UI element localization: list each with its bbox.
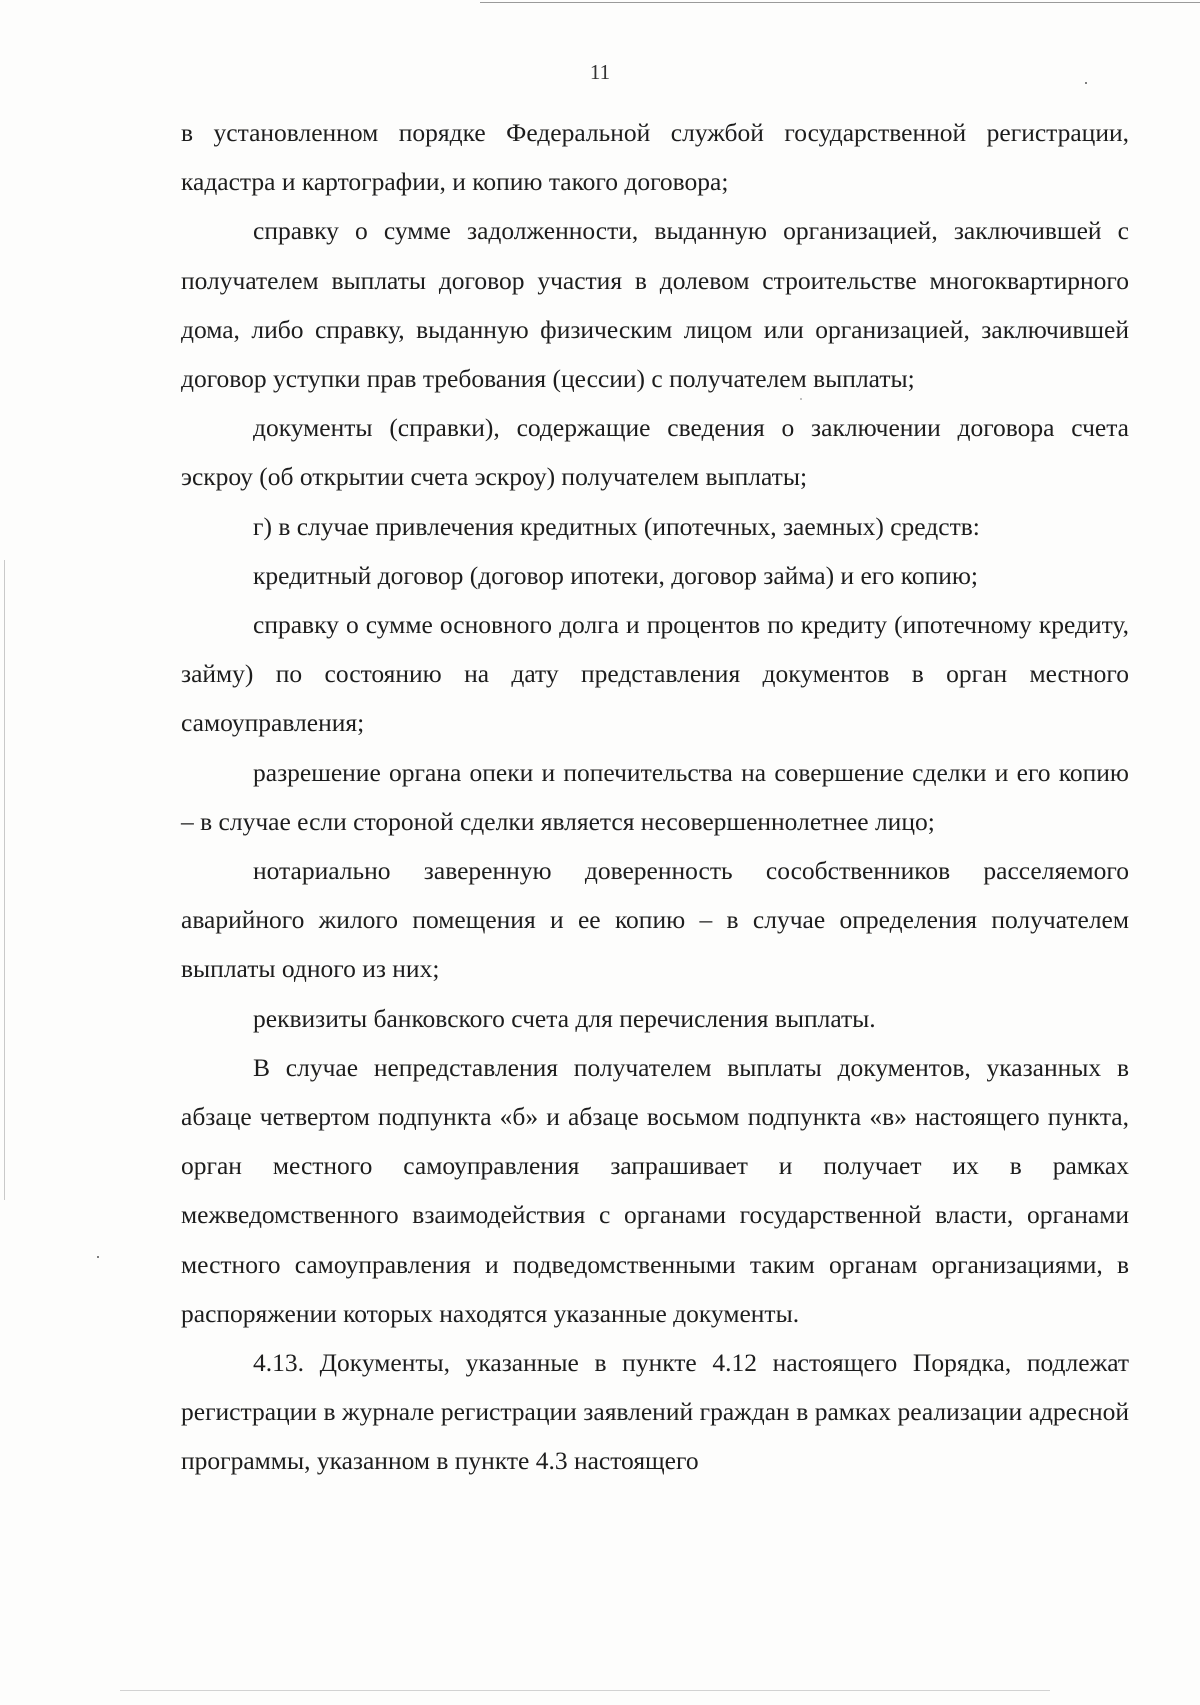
paragraph: реквизиты банковского счета для перечисления выплаты. bbox=[253, 1003, 876, 1033]
paragraph: документы (справки), содержащие сведения о заключении договора счета эскроу (об открытии счета эскроу) получателем выплаты; bbox=[181, 413, 1129, 492]
paragraph: справку о сумме задолженности, выданную организацией, заключившей с получателем выплаты договор участия в долевом строительстве многоквартирного дома, либо справку, выданную физическим лицом или организацией, заключившей договор уступки прав требования (цессии) с получателем выплаты; bbox=[181, 216, 1129, 394]
paragraph: разрешение органа опеки и попечительства на совершение сделки и его копию – в случае если стороной сделки является несовершеннолетнее лицо; bbox=[181, 757, 1129, 836]
scan-edge-line bbox=[4, 560, 5, 1200]
scan-edge-line bbox=[480, 2, 1200, 3]
paragraph: справку о сумме основного долга и процентов по кредиту (ипотечному кредиту, займу) по состоянию на дату представления документов в орган местного самоуправления; bbox=[181, 610, 1129, 738]
scan-speck bbox=[97, 1256, 99, 1258]
paragraph: в установленном порядке Федеральной службой государственной регистрации, кадастра и картографии, и копию такого договора; bbox=[181, 118, 1129, 197]
scan-edge-line bbox=[120, 1690, 1050, 1691]
paragraph: нотариально заверенную доверенность сособственников расселяемого аварийного жилого помещения и ее копию – в случае определения получателем выплаты одного из них; bbox=[181, 856, 1129, 984]
page-number: 11 bbox=[589, 60, 611, 84]
paragraph: В случае непредставления получателем выплаты документов, указанных в абзаце четвертом подпункта «б» и абзаце восьмом подпункта «в» настоящего пункта, орган местного самоуправления запрашивает и получает их в рамках межведомственного взаимодействия с органами государственной власти, органами местного самоуправления и подведомственными таким органам организациями, в распоряжении которых находятся указанные документы. bbox=[181, 1052, 1129, 1328]
document-body bbox=[181, 108, 1129, 1486]
paragraph: г) в случае привлечения кредитных (ипотечных, заемных) средств: bbox=[253, 511, 980, 541]
paragraph: кредитный договор (договор ипотеки, договор займа) и его копию; bbox=[253, 560, 978, 590]
paragraph: 4.13. Документы, указанные в пункте 4.12 настоящего Порядка, подлежат регистрации в журнале регистрации заявлений граждан в рамках реализации адресной программы, указанном в пункте 4.3 настоящего bbox=[181, 1348, 1129, 1476]
